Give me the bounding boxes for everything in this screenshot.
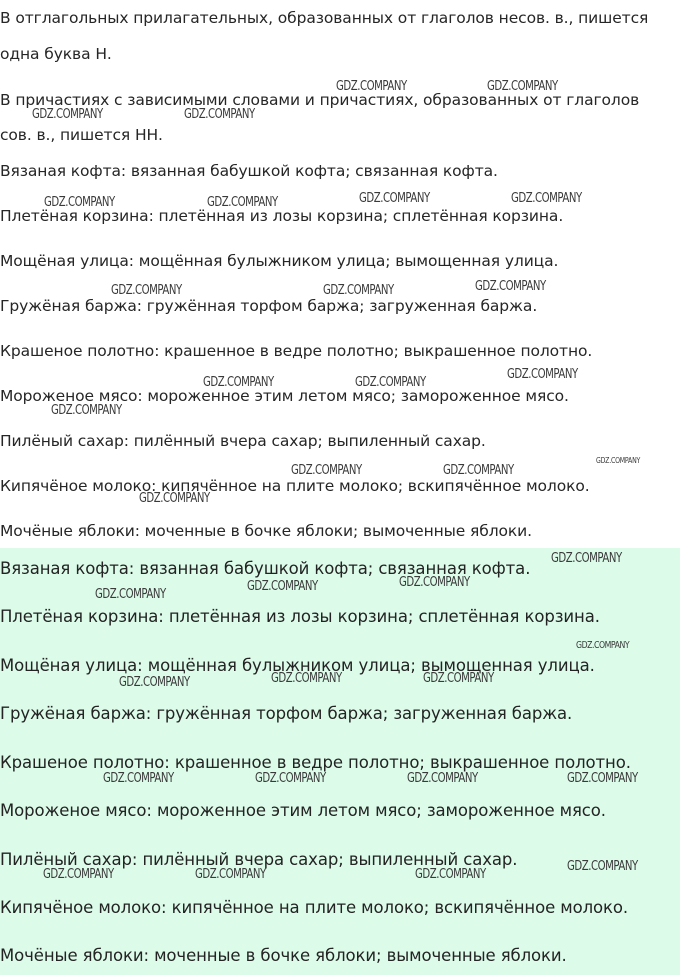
example-line: Вязаная кофта: вязанная бабушкой кофта; связанная кофта. bbox=[0, 162, 498, 180]
watermark: GDZ.COMPANY bbox=[44, 195, 115, 210]
rule-line-4: сов. в., пишется НН. bbox=[0, 126, 163, 144]
answer-line: Пилёный сахар: пилённый вчера сахар; выпиленный сахар. bbox=[0, 850, 518, 869]
answer-line: Мороженое мясо: мороженное этим летом мясо; замороженное мясо. bbox=[0, 801, 606, 820]
answer-line: Крашеное полотно: крашенное в ведре полотно; выкрашенное полотно. bbox=[0, 753, 631, 772]
watermark: GDZ.COMPANY bbox=[247, 579, 318, 594]
watermark: GDZ.COMPANY bbox=[119, 675, 190, 690]
rule-line-2: одна буква Н. bbox=[0, 45, 112, 63]
example-line: Крашеное полотно: крашенное в ведре полотно; выкрашенное полотно. bbox=[0, 342, 593, 360]
rule-line-1: В отглагольных прилагательных, образованных от глаголов несов. в., пишется bbox=[0, 9, 649, 27]
watermark: GDZ.COMPANY bbox=[443, 463, 514, 478]
answer-line: Кипячёное молоко: кипячённое на плите молоко; вскипячённое молоко. bbox=[0, 898, 629, 917]
watermark: GDZ.COMPANY bbox=[423, 671, 494, 686]
answer-line: Плетёная корзина: плетённая из лозы корзина; сплетённая корзина. bbox=[0, 607, 600, 626]
watermark: GDZ.COMPANY bbox=[359, 191, 430, 206]
watermark: GDZ.COMPANY bbox=[203, 375, 274, 390]
example-line: Мочёные яблоки: моченные в бочке яблоки; вымоченные яблоки. bbox=[0, 522, 532, 540]
watermark: GDZ.COMPANY bbox=[576, 640, 630, 651]
watermark: GDZ.COMPANY bbox=[184, 107, 255, 122]
watermark: GDZ.COMPANY bbox=[567, 859, 638, 874]
watermark: GDZ.COMPANY bbox=[291, 463, 362, 478]
watermark: GDZ.COMPANY bbox=[415, 867, 486, 882]
watermark: GDZ.COMPANY bbox=[95, 587, 166, 602]
answer-line: Мощёная улица: мощённая булыжником улица; вымощенная улица. bbox=[0, 656, 595, 675]
example-line: Кипячёное молоко: кипячённое на плите молоко; вскипячённое молоко. bbox=[0, 477, 590, 495]
example-line: Пилёный сахар: пилённый вчера сахар; выпиленный сахар. bbox=[0, 432, 486, 450]
watermark: GDZ.COMPANY bbox=[487, 79, 558, 94]
watermark: GDZ.COMPANY bbox=[111, 283, 182, 298]
watermark: GDZ.COMPANY bbox=[355, 375, 426, 390]
watermark: GDZ.COMPANY bbox=[103, 771, 174, 786]
watermark: GDZ.COMPANY bbox=[475, 279, 546, 294]
example-line: Гружёная баржа: гружённая торфом баржа; загруженная баржа. bbox=[0, 297, 538, 315]
watermark: GDZ.COMPANY bbox=[507, 367, 578, 382]
watermark: GDZ.COMPANY bbox=[51, 403, 122, 418]
watermark: GDZ.COMPANY bbox=[271, 671, 342, 686]
answer-line: Мочёные яблоки: моченные в бочке яблоки; вымоченные яблоки. bbox=[0, 946, 567, 965]
example-line: Плетёная корзина: плетённая из лозы корзина; сплетённая корзина. bbox=[0, 207, 564, 225]
watermark: GDZ.COMPANY bbox=[323, 283, 394, 298]
answer-line: Вязаная кофта: вязанная бабушкой кофта; связанная кофта. bbox=[0, 559, 531, 578]
watermark: GDZ.COMPANY bbox=[399, 575, 470, 590]
example-line: Мощёная улица: мощённая булыжником улица; вымощенная улица. bbox=[0, 252, 559, 270]
watermark: GDZ.COMPANY bbox=[551, 551, 622, 566]
watermark: GDZ.COMPANY bbox=[596, 456, 641, 465]
watermark: GDZ.COMPANY bbox=[336, 79, 407, 94]
watermark: GDZ.COMPANY bbox=[407, 771, 478, 786]
example-line: Мороженое мясо: мороженное этим летом мясо; замороженное мясо. bbox=[0, 387, 569, 405]
watermark: GDZ.COMPANY bbox=[207, 195, 278, 210]
watermark: GDZ.COMPANY bbox=[139, 491, 210, 506]
watermark: GDZ.COMPANY bbox=[511, 191, 582, 206]
answer-line: Гружёная баржа: гружённая торфом баржа; загруженная баржа. bbox=[0, 704, 573, 723]
watermark: GDZ.COMPANY bbox=[43, 867, 114, 882]
watermark: GDZ.COMPANY bbox=[567, 771, 638, 786]
watermark: GDZ.COMPANY bbox=[195, 867, 266, 882]
watermark: GDZ.COMPANY bbox=[32, 107, 103, 122]
watermark: GDZ.COMPANY bbox=[255, 771, 326, 786]
rule-line-3: В причастиях с зависимыми словами и причастиях, образованных от глаголов bbox=[0, 91, 640, 109]
